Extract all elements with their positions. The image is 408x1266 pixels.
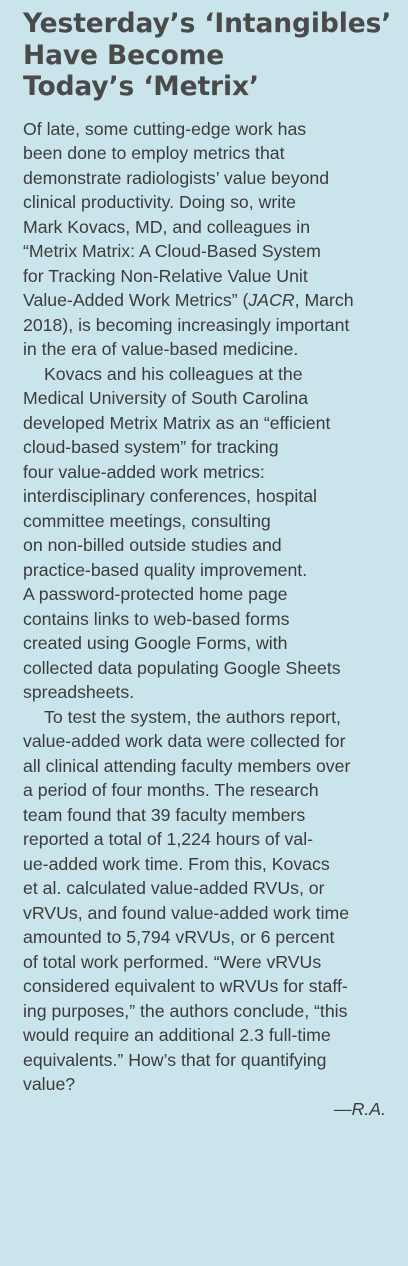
- text-line: value?: [23, 1074, 76, 1094]
- text-line: “Metrix Matrix: A Cloud-Based System: [23, 241, 321, 261]
- text-line: 2018), is becoming increasingly important: [23, 314, 350, 335]
- headline-line: Yesterday’s ‘Intangibles’: [23, 8, 392, 39]
- text-line: all clinical attending faculty members over: [23, 755, 351, 776]
- text-line: equivalents.” How’s that for quantifying: [23, 1049, 327, 1070]
- text-line: vRVUs, and found value-added work time: [23, 902, 350, 923]
- text-line: four value-added work metrics:: [23, 461, 265, 482]
- text-line: amounted to 5,794 vRVUs, or 6 percent: [23, 927, 335, 947]
- text-line: Of late, some cutting-edge work has: [23, 118, 307, 139]
- text-line: Value-Added Work Metrics” (JACR, March: [23, 290, 354, 310]
- headline: [23, 8, 392, 103]
- text-line: reported a total of 1,224 hours of val-: [23, 829, 314, 849]
- paragraph-1: [23, 117, 388, 362]
- text-line: Medical University of South Carolina: [23, 388, 309, 408]
- text-line: in the era of value-based medicine.: [23, 339, 299, 359]
- text-line: Kovacs and his colleagues at the: [44, 363, 303, 384]
- text-line: for Tracking Non-Relative Value Unit: [23, 265, 308, 286]
- text-line: created using Google Forms, with: [23, 633, 288, 653]
- text-line: Mark Kovacs, MD, and colleagues in: [23, 216, 311, 237]
- article-body: [23, 117, 388, 1122]
- text-line: spreadsheets.: [23, 682, 135, 702]
- text-line: clinical productivity. Doing so, write: [23, 192, 296, 212]
- text-line: cloud-based system” for tracking: [23, 437, 279, 457]
- text-line: developed Metrix Matrix as an “efficient: [23, 412, 331, 433]
- headline-line: Have Become: [23, 39, 225, 71]
- text-line: et al. calculated value-added RVUs, or: [23, 878, 325, 898]
- text-line: interdisciplinary conferences, hospital: [23, 486, 317, 506]
- text-line: A password-protected home page: [23, 584, 288, 604]
- text-line: committee meetings, consulting: [23, 510, 271, 531]
- text-line: To test the system, the authors report,: [44, 706, 341, 727]
- text-line: ing purposes,” the authors conclude, “this: [23, 1000, 348, 1021]
- text-line: practice-based quality improvement.: [23, 559, 308, 580]
- author-byline: —R.A.: [333, 1098, 386, 1119]
- text-line: on non-billed outside studies and: [23, 535, 282, 555]
- paragraph-2: [23, 362, 388, 705]
- text-line: ue-added work time. From this, Kovacs: [23, 853, 330, 874]
- text-line: a period of four months. The research: [23, 780, 319, 800]
- text-line: been done to employ metrics that: [23, 143, 285, 163]
- paragraph-3: [23, 705, 388, 1097]
- journal-name: JACR: [248, 290, 295, 310]
- text-line: team found that 39 faculty members: [23, 804, 306, 825]
- text-line: of total work performed. “Were vRVUs: [23, 951, 322, 972]
- text-line: considered equivalent to wRVUs for staff-: [23, 976, 348, 996]
- text-line: would require an additional 2.3 full-time: [23, 1025, 331, 1045]
- headline-line: Today’s ‘Metrix’: [23, 71, 259, 102]
- text-line: value-added work data were collected for: [23, 731, 346, 751]
- text-line: demonstrate radiologists’ value beyond: [23, 167, 330, 188]
- text-line: contains links to web-based forms: [23, 608, 290, 629]
- text-line: collected data populating Google Sheets: [23, 657, 341, 678]
